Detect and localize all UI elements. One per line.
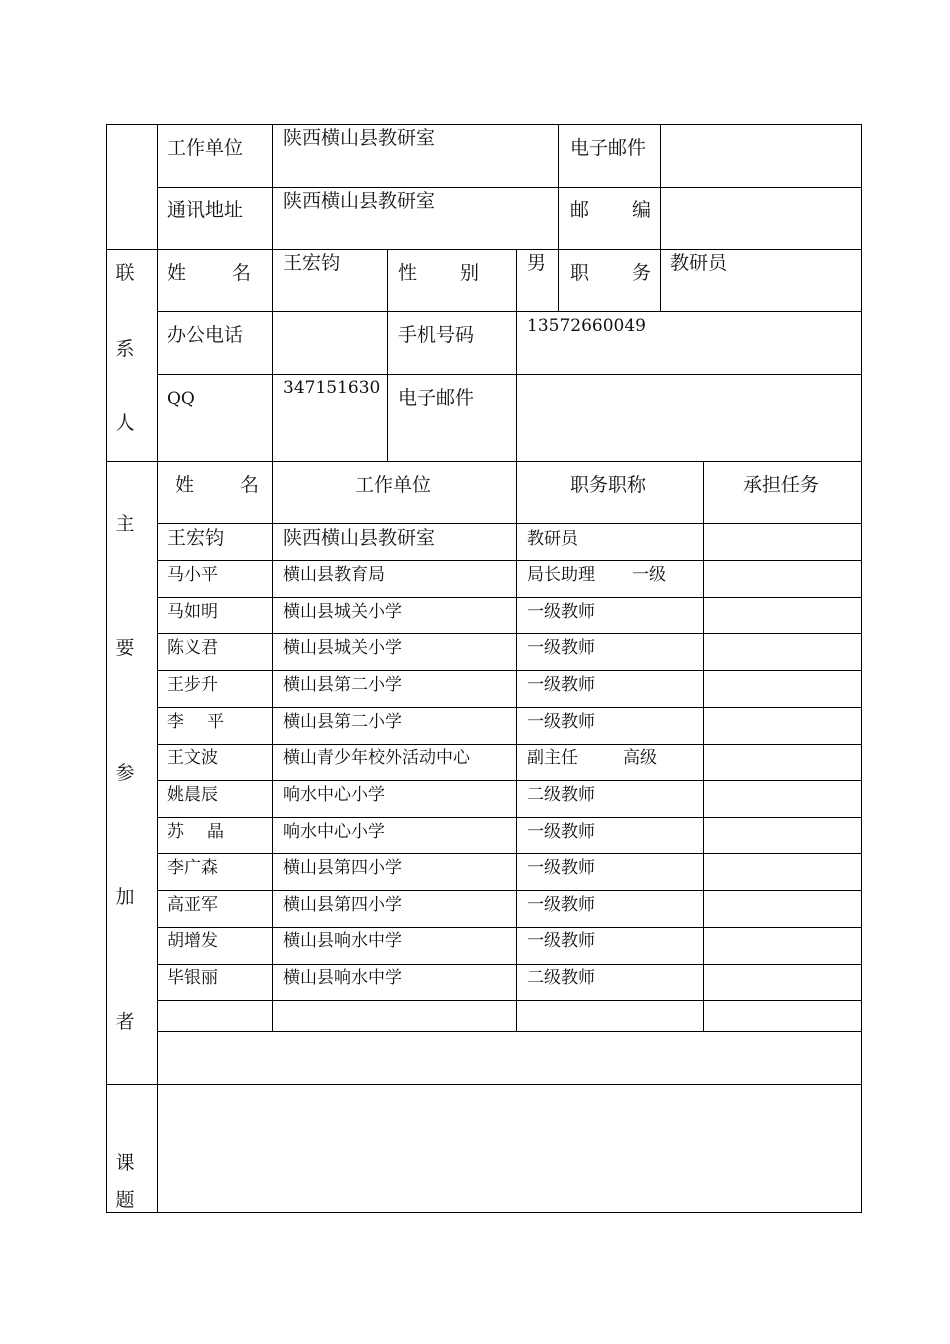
row-divider	[158, 187, 862, 188]
participant-name: 王步升	[167, 675, 218, 695]
participant-unit: 陕西横山县教研室	[283, 527, 436, 549]
row-divider	[158, 707, 862, 708]
row-divider	[158, 927, 862, 928]
row-divider	[158, 1000, 862, 1001]
column-divider	[703, 461, 704, 1031]
participant-unit: 横山县城关小学	[283, 602, 402, 622]
contact-side-label-char: 系	[115, 338, 135, 360]
participant-name: 马如明	[167, 602, 218, 622]
participant-name-part: 晶	[207, 822, 224, 842]
participant-unit: 横山县响水中学	[283, 968, 402, 988]
row-divider	[158, 890, 862, 891]
row-divider	[106, 249, 862, 250]
participants-side-label-char: 者	[115, 1011, 135, 1033]
participant-title: 副主任	[527, 748, 578, 768]
column-divider	[660, 124, 661, 249]
qq-value: 347151630	[283, 378, 381, 398]
participant-unit: 横山县第四小学	[283, 895, 402, 915]
unit-email-label: 电子邮件	[570, 137, 647, 159]
contact-side-label-char: 人	[115, 412, 135, 434]
header-name-part: 姓	[175, 474, 195, 496]
participants-side-label-char: 主	[115, 513, 135, 535]
participants-side-label-char: 参	[115, 762, 135, 784]
row-divider	[158, 633, 862, 634]
participant-name: 胡增发	[167, 931, 218, 951]
participant-unit: 横山县城关小学	[283, 638, 402, 658]
contact-name-label-part: 姓	[167, 262, 187, 284]
column-divider	[516, 249, 517, 461]
participant-unit: 横山县第四小学	[283, 858, 402, 878]
row-divider	[158, 780, 862, 781]
participant-unit: 横山县教育局	[283, 565, 385, 585]
row-divider	[158, 560, 862, 561]
participant-title: 一级教师	[527, 712, 595, 732]
table-border-bottom	[106, 1212, 862, 1213]
participant-title: 一级教师	[527, 858, 595, 878]
participant-title: 二级教师	[527, 785, 595, 805]
participant-unit: 横山青少年校外活动中心	[283, 748, 470, 768]
work-unit-label: 工作单位	[167, 137, 244, 159]
participant-unit: 响水中心小学	[283, 822, 385, 842]
gender-value: 男	[527, 252, 547, 274]
postcode-label-part: 邮	[570, 199, 590, 221]
participant-title: 一级教师	[527, 931, 595, 951]
gender-label-part: 别	[460, 262, 480, 284]
participant-title: 一级教师	[527, 675, 595, 695]
header-unit: 工作单位	[355, 474, 432, 496]
address-value: 陕西横山县教研室	[283, 190, 436, 212]
position-value: 教研员	[670, 252, 728, 274]
header-name-part: 名	[240, 474, 260, 496]
participant-name: 高亚军	[167, 895, 218, 915]
row-divider	[158, 1031, 862, 1032]
qq-label: QQ	[167, 389, 195, 409]
column-divider	[272, 461, 273, 1031]
table-border-top	[106, 124, 862, 125]
participant-name: 李广森	[167, 858, 218, 878]
work-unit-value: 陕西横山县教研室	[283, 127, 436, 149]
column-divider	[660, 249, 661, 311]
row-divider	[158, 853, 862, 854]
participant-name: 姚晨辰	[167, 785, 218, 805]
row-divider	[158, 964, 862, 965]
address-label: 通讯地址	[167, 199, 244, 221]
row-divider	[158, 670, 862, 671]
participant-name-part: 平	[207, 712, 224, 732]
participant-name-part: 李	[167, 712, 184, 732]
mobile-label: 手机号码	[398, 324, 475, 346]
participant-unit: 横山县响水中学	[283, 931, 402, 951]
office-phone-label: 办公电话	[167, 324, 244, 346]
contact-name-value: 王宏钧	[283, 252, 341, 274]
participant-title: 二级教师	[527, 968, 595, 988]
header-task: 承担任务	[743, 474, 820, 496]
contact-name-label-part: 名	[232, 262, 252, 284]
label-column-divider	[272, 124, 273, 461]
row-divider	[106, 461, 862, 462]
contact-email-label: 电子邮件	[398, 387, 475, 409]
column-divider	[558, 249, 559, 311]
row-divider	[158, 744, 862, 745]
participant-title: 一级教师	[527, 895, 595, 915]
row-divider	[158, 311, 862, 312]
participant-name: 王文波	[167, 748, 218, 768]
participant-unit: 响水中心小学	[283, 785, 385, 805]
row-divider	[158, 597, 862, 598]
participant-title: 一级教师	[527, 638, 595, 658]
topic-side-label-char: 题	[115, 1189, 135, 1211]
mobile-value: 13572660049	[527, 316, 646, 336]
column-divider	[516, 461, 517, 1031]
participants-side-label-char: 加	[115, 886, 135, 908]
position-label-part: 职	[570, 262, 590, 284]
participant-name: 王宏钧	[167, 527, 225, 549]
participants-side-label-char: 要	[115, 637, 135, 659]
participant-title: 一级教师	[527, 602, 595, 622]
table-border-right	[861, 124, 862, 1213]
column-divider	[387, 249, 388, 461]
participant-title: 局长助理	[527, 565, 595, 585]
participant-title-grade: 一级	[632, 565, 666, 585]
gender-label-part: 性	[398, 262, 418, 284]
side-column-divider	[157, 124, 158, 1213]
row-divider	[158, 523, 862, 524]
participant-title: 教研员	[527, 529, 578, 549]
header-title: 职务职称	[570, 474, 647, 496]
participant-name-part: 苏	[167, 822, 184, 842]
position-label-part: 务	[632, 262, 652, 284]
row-divider	[158, 817, 862, 818]
participant-title-grade: 高级	[623, 748, 657, 768]
participant-unit: 横山县第二小学	[283, 675, 402, 695]
participant-name: 毕银丽	[167, 968, 218, 988]
postcode-label-part: 编	[632, 199, 652, 221]
row-divider	[106, 1084, 862, 1085]
row-divider	[158, 374, 862, 375]
participant-unit: 横山县第二小学	[283, 712, 402, 732]
table-border-left	[106, 124, 107, 1213]
topic-side-label-char: 课	[115, 1152, 135, 1174]
participant-title: 一级教师	[527, 822, 595, 842]
participant-name: 陈义君	[167, 638, 218, 658]
contact-side-label-char: 联	[115, 262, 135, 284]
column-divider	[558, 124, 559, 249]
participant-name: 马小平	[167, 565, 218, 585]
